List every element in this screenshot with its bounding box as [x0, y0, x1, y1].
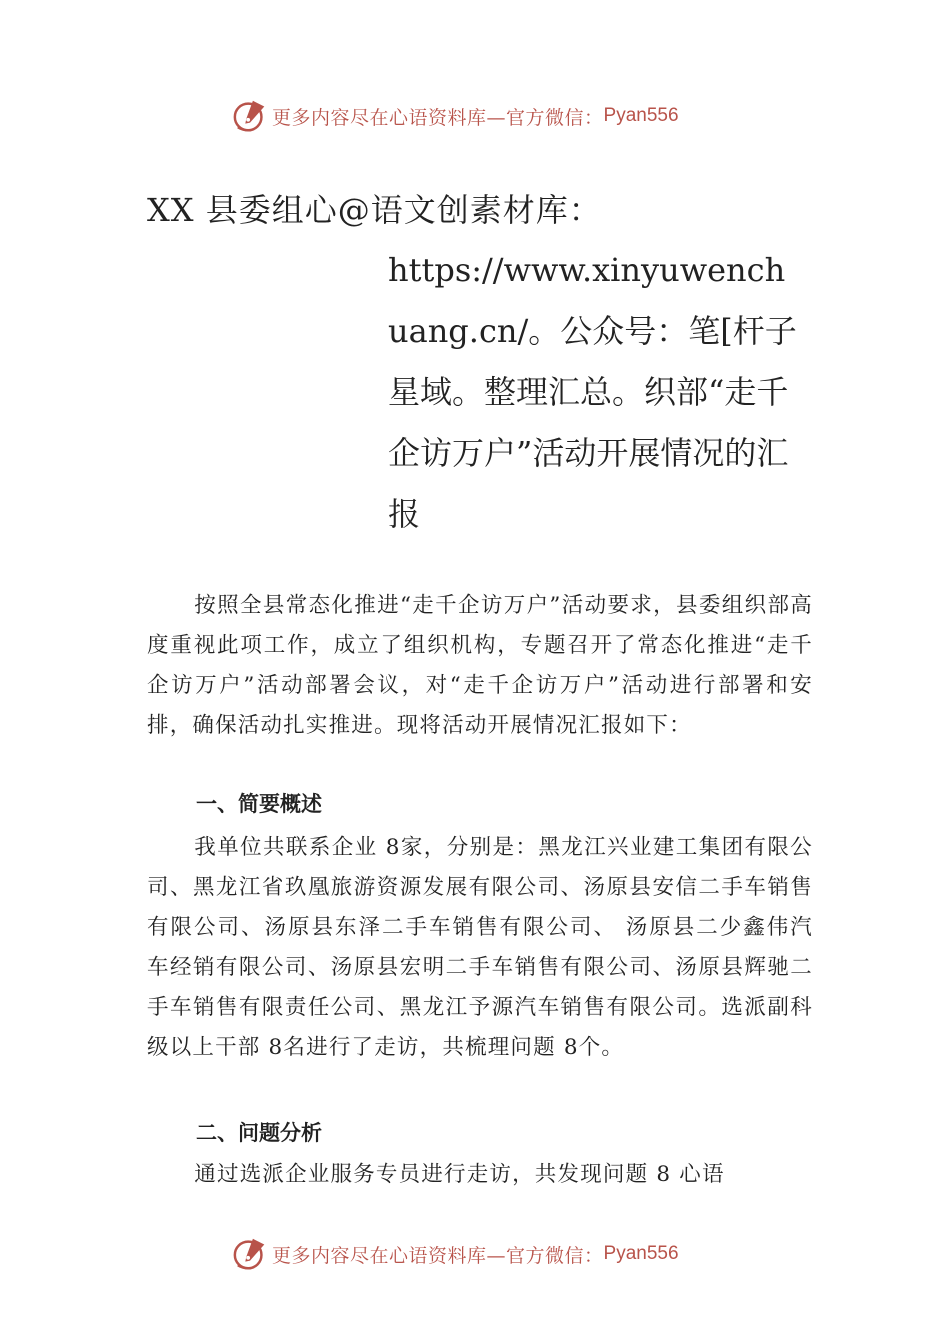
section-heading-analysis: 二、问题分析 [196, 1121, 322, 1145]
section-heading-overview: 一、简要概述 [196, 792, 322, 816]
watermark-banner-bottom [232, 1234, 679, 1274]
pen-nib-logo-icon [232, 97, 270, 135]
watermark-text: 更多内容尽在心语资料库—官方微信： [272, 1244, 604, 1267]
watermark-wechat-id: Pyan556 [603, 1243, 679, 1264]
watermark-text: 更多内容尽在心语资料库—官方微信： [272, 106, 604, 129]
document-title-line1: XX 县委组心@语文创素材库： [147, 191, 602, 229]
document-title-rest: https://www.xinyuwenchuang.cn/。公众号：笔[杆子星域。整理汇总。织部“走千企访万户”活动开展情况的汇报 [388, 251, 797, 533]
watermark-wechat-id: Pyan556 [603, 105, 679, 126]
section-text-overview: 我单位共联系企业 8家，分别是：黑龙江兴业建工集团有限公司、黑龙江省玖凰旅游资源发展有限公司、汤原县安信二手车销售有限公司、汤原县东泽二手车销售有限公司、 汤原县二少鑫伟汽车经销有限公司、汤原县宏明二手车销售有限公司、汤原县辉驰二手车销售有限责任公司、黑龙江予源汽车销售有限公司。选派副科级以上干部 8名进行了走访，共梳理问题 8个。 [147, 835, 813, 1060]
pen-nib-logo-icon [232, 1235, 270, 1273]
watermark-banner-top [232, 96, 679, 136]
intro-paragraph: 按照全县常态化推进“走千企访万户”活动要求，县委组织部高度重视此项工作，成立了组织机构，专题召开了常态化推进“走千企访万户”活动部署会议，对“走千企访万户”活动进行部署和安排，确保活动扎实推进。现将活动开展情况汇报如下： [147, 593, 813, 738]
section-text-analysis: 通过选派企业服务专员进行走访，共发现问题 8 心语 [194, 1162, 725, 1187]
